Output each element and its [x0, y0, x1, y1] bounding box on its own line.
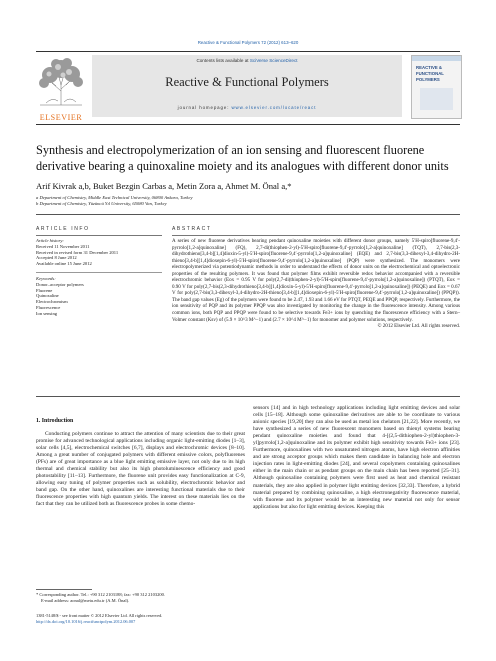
journal-reference — [0, 40, 496, 46]
keyword-item: Fluorene — [36, 287, 53, 293]
elsevier-wordmark: ELSEVIER — [39, 113, 83, 122]
issn-line: 1381-5148/$ - see front matter © 2012 Elsevier Ltd. All rights reserved. — [36, 613, 163, 618]
keywords-label: Keywords: — [36, 276, 56, 281]
article-info-heading: ARTICLE INFO — [36, 226, 90, 232]
history-accepted: Accepted 8 June 2012 — [36, 255, 77, 261]
page-footer — [36, 613, 336, 625]
footnote-rule — [36, 589, 92, 590]
history-received: Received 11 November 2011 — [36, 243, 90, 249]
cover-title-1: REACTIVE & — [416, 65, 443, 70]
article-history — [36, 238, 166, 267]
cover-title-3: POLYMERS — [416, 77, 440, 82]
history-online: Available online 15 June 2012 — [36, 261, 92, 267]
author-list — [36, 181, 460, 191]
journal-reference-text: Reactive & Functional Polymers 72 (2012) 613–620 — [197, 40, 299, 45]
journal-title: Reactive & Functional Polymers — [165, 75, 329, 89]
article-title: Synthesis and electropolymerization of an ion sensing and fluorescent fluorene derivative bearing a quinoxaline moiety and its analogues with different donor units — [36, 143, 449, 173]
elsevier-logo — [36, 55, 86, 122]
footnote — [36, 592, 256, 604]
contents-prefix: Contents lists available at — [196, 58, 250, 63]
history-label: Article history: — [36, 238, 64, 243]
header-top-rule — [36, 51, 460, 52]
contents-available-line — [92, 58, 402, 64]
corresponding-author: * Corresponding author. Tel.: +90 312 2103188; fax: +90 312 2103200. — [36, 592, 166, 597]
keyword-item: Quinoxaline — [36, 293, 59, 299]
abstract-copyright: © 2012 Elsevier Ltd. All rights reserved. — [377, 323, 460, 330]
abstract-heading: ABSTRACT — [172, 226, 212, 232]
journal-header-box — [92, 55, 402, 117]
cover-image — [420, 88, 453, 110]
keyword-item: Ion sensing — [36, 310, 58, 316]
abstract-body — [172, 238, 460, 330]
keywords-list — [36, 276, 166, 317]
abstract-bottom-rule — [36, 396, 460, 397]
journal-cover[interactable] — [411, 55, 462, 119]
intro-left-column — [36, 431, 245, 509]
keywords-rule — [36, 272, 162, 273]
homepage-line — [92, 105, 402, 111]
abstract-rule — [172, 235, 460, 236]
authors-text: Arif Kivrak a,b, Buket Bezgin Carbas a, Metin Zora a, Ahmet M. Önal a,* — [36, 181, 292, 191]
keyword-item: Electrochromism — [36, 299, 68, 305]
cover-band — [412, 56, 461, 61]
header-bottom-rule — [36, 124, 460, 125]
keyword-item: Fluorescence — [36, 304, 61, 310]
affiliation-b: b Department of Chemistry, Yüzüncü Yıl University, 65080 Van, Turkey — [36, 201, 167, 206]
homepage-prefix: journal homepage: — [177, 105, 232, 110]
author-email: E-mail address: aonal@metu.edu.tr (A.M. Önal). — [41, 598, 130, 603]
info-top-rule — [36, 214, 460, 215]
abstract-text: A series of new fluorene derivatives bearing pendant quinoxaline moieties with different donor groups, namely 5′H-spiro[fluorene-9,4′-pyrrolo[1,2-a]quinoxaline] (FQ), 2,7-di(thiophen-2-yl)-5′H-spiro[fluorene-9,4′-pyrrolo[1,2-a]quinoxaline] (TQT), 2,7-bis(2,3-dihydrothieno[3,4-b][1,4]dioxin-5-yl)-5′H-spiro[fluorene-9,4′-pyrrolo[1,2-a]quinoxaline] (EQE) and 2,7-bis(3,3-dihexyl-3,4-dihydro-2H-thieno[3,4-b][1,4]dioxepin-6-yl)-5′H-spiro[fluorene-9,4′-pyrrolo[1,2-a]quinoxaline] (PQP) were synthesized. The monomers were electropolymerized via potentiodynamic methods in order to understand the effects of donor units on the electrochemical and optoelectronic properties of the resulting polymers. It was found that polymer films exhibit reversible redox behavior accompanied with a reversible electrochromic behavior (Eox = 0.95 V for poly(2,7-di(thiophen-2-yl)-5′H-spiro[fluorene-9,4′-pyrrolo[1,2-a]quinoxaline]) (PTQT), Eox = 0.90 V for poly(2,7-bis(2,3-dihydrothieno[3,4-b][1,4]dioxin-5-yl)-5′H-spiro[fluorene-9,4′-pyrrolo[1,2-a]quinoxaline]) (PEQE) and Eox = 0.67 V for poly(2,7-bis(3,3-dihexyl-3,4-dihydro-2H-thieno[3,4-b][1,4]dioxepin-6-yl)-5′H-spiro[fluorene-9,4′-pyrrolo[1,2-a]quinoxaline]) (PPQP)). The band gap values (Eg) of the polymers were found to be 2.47, 1.93 and 1.66 eV for PTQT, PEQE and PPQP, respectively. Furthermore, the ion sensitivity of PQP and its polymer PPQP was also investigated by monitoring the change in the fluorescence intensity. Among various common ions, both PQP and PPQP were found to be selective towards Fe3+ ions by quenching the fluorescence efficiency with a Stern–Volmer constant (Ksv) of (5.9 × 10^3 M^−1) and (2.7 × 10^4 M^−1) for monomer and polymer solutions, respectively. — [172, 238, 460, 323]
intro-right-column — [253, 405, 460, 511]
doi-link[interactable]: http://dx.doi.org/10.1016/j.reactfunctpolym.2012.06.007 — [36, 619, 136, 624]
intro-paragraph-left: Conducting polymers continue to attract the attention of many scientists due to their great promise for advanced technological applications including organic light-emitting diodes [1–3], solar cells [4,5], electrochemical switches [6,7], displays and electrochromic devices [8–10]. Among a great number of conjugated polymers with different emissive colors, polyfluorenes (PFs) are of great importance as a blue light emitting emissive layer, not only due to its high thermal and chemical stability but also its high photoluminescence efficiency and good photostability [11–13]. Furthermore, the fluorene unit provides easy functionalization at C-9, allowing easy tuning of polymer properties such as solubility, electrochromic behavior and band gap. On the other hand, quinoxalines are interesting functional materials due to their fluorescence properties with high quantum yields. The interest on these materials lies on the fact that they can be utilized both as fluorescence probes in some chemo- — [36, 431, 245, 508]
sciencedirect-link[interactable]: SciVerse ScienceDirect — [249, 58, 298, 63]
section-heading-introduction: 1. Introduction — [36, 418, 74, 424]
intro-paragraph-right: sensors [14] and in high technology applications including light emitting devices and solar cells [15–18]. Although some quinoxaline derivatives are able to be coordinate to various anionic species [19,20] they can also be used as metal ion chelators [21,22]. More recently, we have synthesized a series of new fluorescent monomers based on thienyl systems bearing pendant quinoxaline moieties and found that 4-[(2,5-dithiophen-2-yl)thiophen-3-yl]pyrrolo[1,2-a]quinoxaline and its polymer exhibit high sensitivity towards Fe3+ ions [23]. Furthermore, quinoxalines with two unsaturated nitrogen atoms, have high electron affinities and are strong acceptor groups which makes them candidate in balancing hole and electron injection rates in light-emitting diodes [24], and several copolymers containing quinoxalines either in the main chain or as pendant groups on the main chain has been reported [25–31]. Although quinoxaline containing polymers were first used as heat and chemical resistant materials, they are also applied in polymer light emitting devices [32,33]. Therefore, a hybrid material prepared by combining quinoxaline, a high electronegativity fluorescence material, with fluorene and its polymer would be an interesting new material not only for sensor applications but also for light emitting devices. Keeping this — [253, 405, 460, 510]
keyword-item: Donor–acceptor polymers — [36, 281, 84, 287]
cover-title-2: FUNCTIONAL — [416, 71, 444, 76]
history-revised: Received in revised form 31 December 2011 — [36, 249, 119, 255]
affiliation-a: a Department of Chemistry, Middle East Technical University, 06800 Ankara, Turkey — [36, 195, 193, 200]
elsevier-tree-icon — [36, 55, 86, 107]
article-info-rule — [36, 235, 162, 236]
homepage-link[interactable]: www.elsevier.com/locate/react — [231, 105, 317, 110]
